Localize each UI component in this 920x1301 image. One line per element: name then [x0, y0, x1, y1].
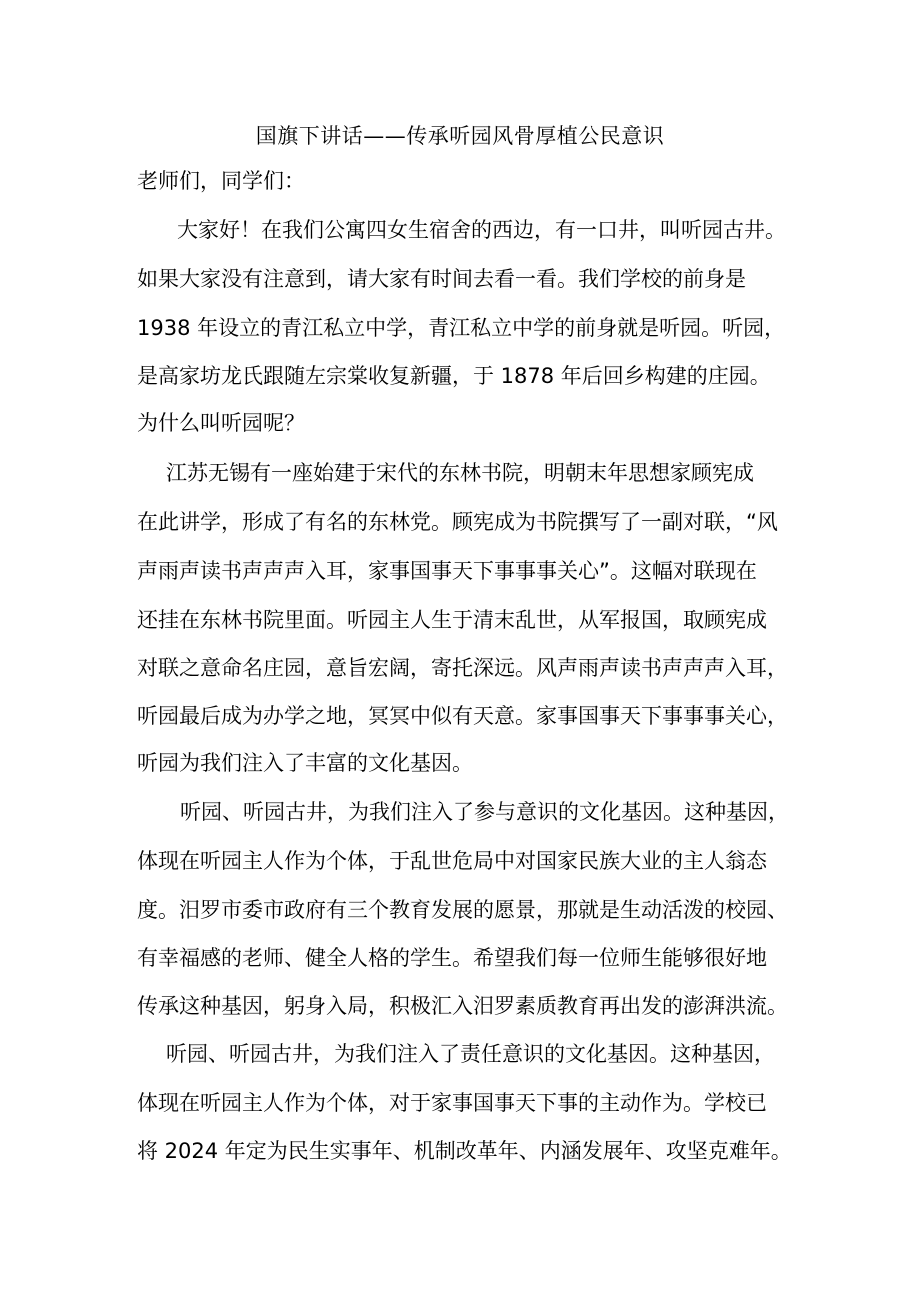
- paragraph-line: 如果大家没有注意到，请大家有时间去看一看。我们学校的前身是: [137, 267, 746, 291]
- paragraph-line: 传承这种基因，躬身入局，积极汇入汨罗素质教育再出发的澎湃洪流。: [137, 994, 788, 1018]
- paragraph-line: 是高家坊龙氏跟随左宗棠收复新疆，于 1878 年后回乡构建的庄园。: [137, 364, 771, 388]
- paragraph-line: 听园、听园古井，为我们注入了责任意识的文化基因。这种基因，: [166, 1042, 775, 1066]
- paragraph-line: 听园为我们注入了丰富的文化基因。: [137, 751, 473, 775]
- paragraph-line: 度。汨罗市委市政府有三个教育发展的愿景，那就是生动活泼的校园、: [137, 898, 788, 922]
- paragraph-line: 体现在听园主人作为个体，对于家事国事天下事的主动作为。学校已: [137, 1091, 767, 1115]
- greeting: 老师们，同学们：: [137, 169, 305, 193]
- document-title: 国旗下讲话——传承听园风骨厚植公民意识: [255, 124, 665, 148]
- paragraph-line: 听园、听园古井，为我们注入了参与意识的文化基因。这种基因，: [180, 800, 789, 824]
- paragraph-line: 将 2024 年定为民生实事年、机制改革年、内涵发展年、攻坚克难年。: [137, 1139, 792, 1163]
- paragraph-line: 体现在听园主人作为个体，于乱世危局中对国家民族大业的主人翁态: [137, 849, 767, 873]
- paragraph-line: 声雨声读书声声声入耳，家事国事天下事事事关心”。这幅对联现在: [137, 559, 757, 583]
- paragraph-line: 有幸福感的老师、健全人格的学生。希望我们每一位师生能够很好地: [137, 946, 767, 970]
- paragraph-line: 对联之意命名庄园，意旨宏阔，寄托深远。风声雨声读书声声声入耳，: [137, 656, 788, 680]
- paragraph-line: 大家好！在我们公寓四女生宿舍的西边，有一口井，叫听园古井。: [177, 218, 786, 242]
- paragraph-line: 1938 年设立的青江私立中学，青江私立中学的前身就是听园。听园，: [137, 316, 786, 340]
- paragraph-line: 听园最后成为办学之地，冥冥中似有天意。家事国事天下事事事关心，: [137, 704, 788, 728]
- paragraph-line: 在此讲学，形成了有名的东林党。顾宪成为书院撰写了一副对联，“风: [137, 510, 778, 534]
- paragraph-line: 江苏无锡有一座始建于宋代的东林书院，明朝末年思想家顾宪成: [166, 461, 754, 485]
- paragraph-line: 为什么叫听园呢？: [137, 411, 305, 435]
- paragraph-line: 还挂在东林书院里面。听园主人生于清末乱世，从军报国，取顾宪成: [137, 608, 767, 632]
